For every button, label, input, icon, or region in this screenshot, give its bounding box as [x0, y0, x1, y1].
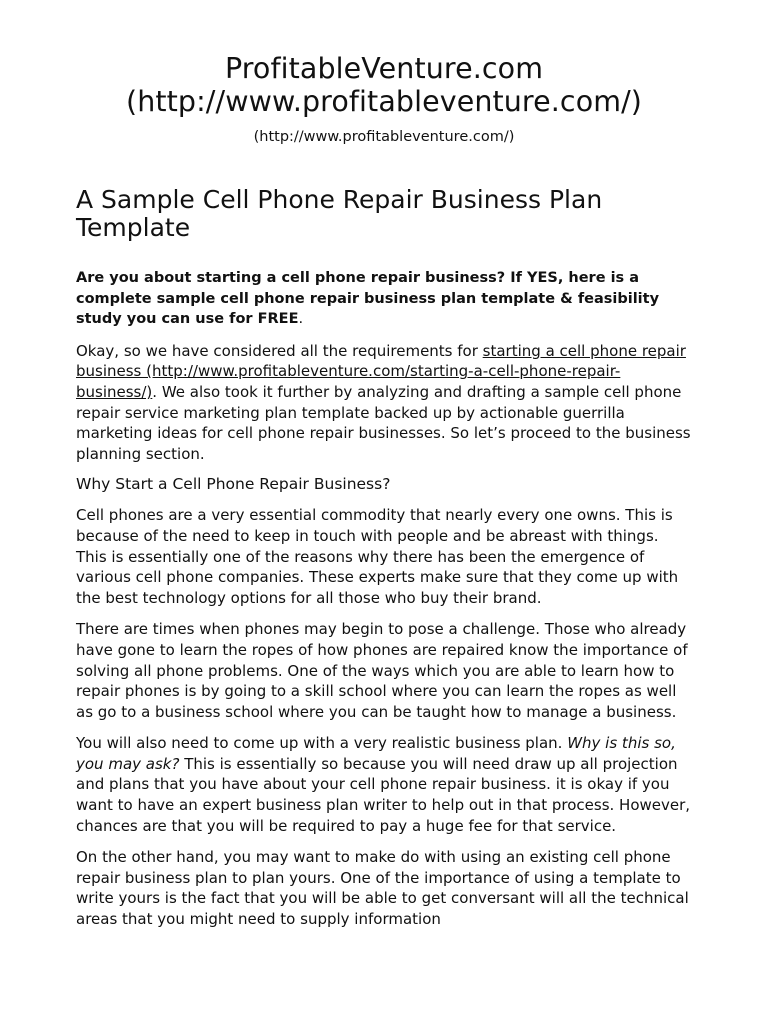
- paragraph-1-start: Okay, so we have considered all the requirements for: [76, 341, 483, 360]
- paragraph-1: [76, 341, 692, 465]
- article-title: A Sample Cell Phone Repair Business Plan Template: [76, 185, 603, 242]
- lead-paragraph: [76, 268, 692, 330]
- site-url: (http://www.profitableventure.com/): [253, 129, 515, 145]
- lead-bold-text: Are you about starting a cell phone repair business? If YES, here is a complete sample cell phone repair business plan template & feasibility study you can use for FREE: [76, 270, 660, 328]
- paragraph-4-end: This is essentially so because you will need draw up all projection and plans that you have about your cell phone repair business. it is okay if you want to have an expert business plan writer to help out in that process. However, chances are that you will be required to pay a huge fee for that service.: [76, 754, 691, 835]
- site-title-line-2: (http://www.profitableventure.com/): [125, 85, 643, 118]
- starting-business-link[interactable]: starting a cell phone repair business (http://www.profitableventure.com/starting-a-cell-phone-repair-business/): [76, 341, 686, 401]
- lead-end: .: [298, 311, 304, 328]
- paragraph-5: On the other hand, you may want to make do with using an existing cell phone repair business plan to plan yours. One of the importance of using a template to write yours is the fact that you will be able to get conversant will all the technical areas that you might need to supply information: [76, 848, 689, 929]
- site-title-line-1: ProfitableVenture.com: [224, 52, 544, 85]
- paragraph-1-end: . We also took it further by analyzing and drafting a sample cell phone repair service marketing plan template backed up by actionable guerrilla marketing ideas for cell phone repair businesses. So let’s proceed to the business planning section.: [76, 382, 691, 463]
- paragraph-4-start: You will also need to come up with a very realistic business plan.: [76, 734, 568, 753]
- paragraph-4: [76, 733, 692, 836]
- paragraph-3: There are times when phones may begin to pose a challenge. Those who already have gone to learn the ropes of how phones are repaired know the importance of solving all phone problems. One of the ways which you are able to learn how to repair phones is by going to a skill school where you can learn the ropes as well as go to a business school where you can be taught how to manage a business.: [76, 620, 688, 721]
- site-title: [76, 52, 692, 118]
- paragraph-2: Cell phones are a very essential commodity that nearly every one owns. This is because of the need to keep in touch with people and be abreast with things. This is essentially one of the reasons why there has been the emergence of various cell phone companies. These experts make sure that they come up with the best technology options for all those who buy their brand.: [76, 506, 679, 607]
- paragraph-4-italic: Why is this so, you may ask?: [76, 734, 676, 773]
- section-heading: Why Start a Cell Phone Repair Business?: [76, 475, 391, 494]
